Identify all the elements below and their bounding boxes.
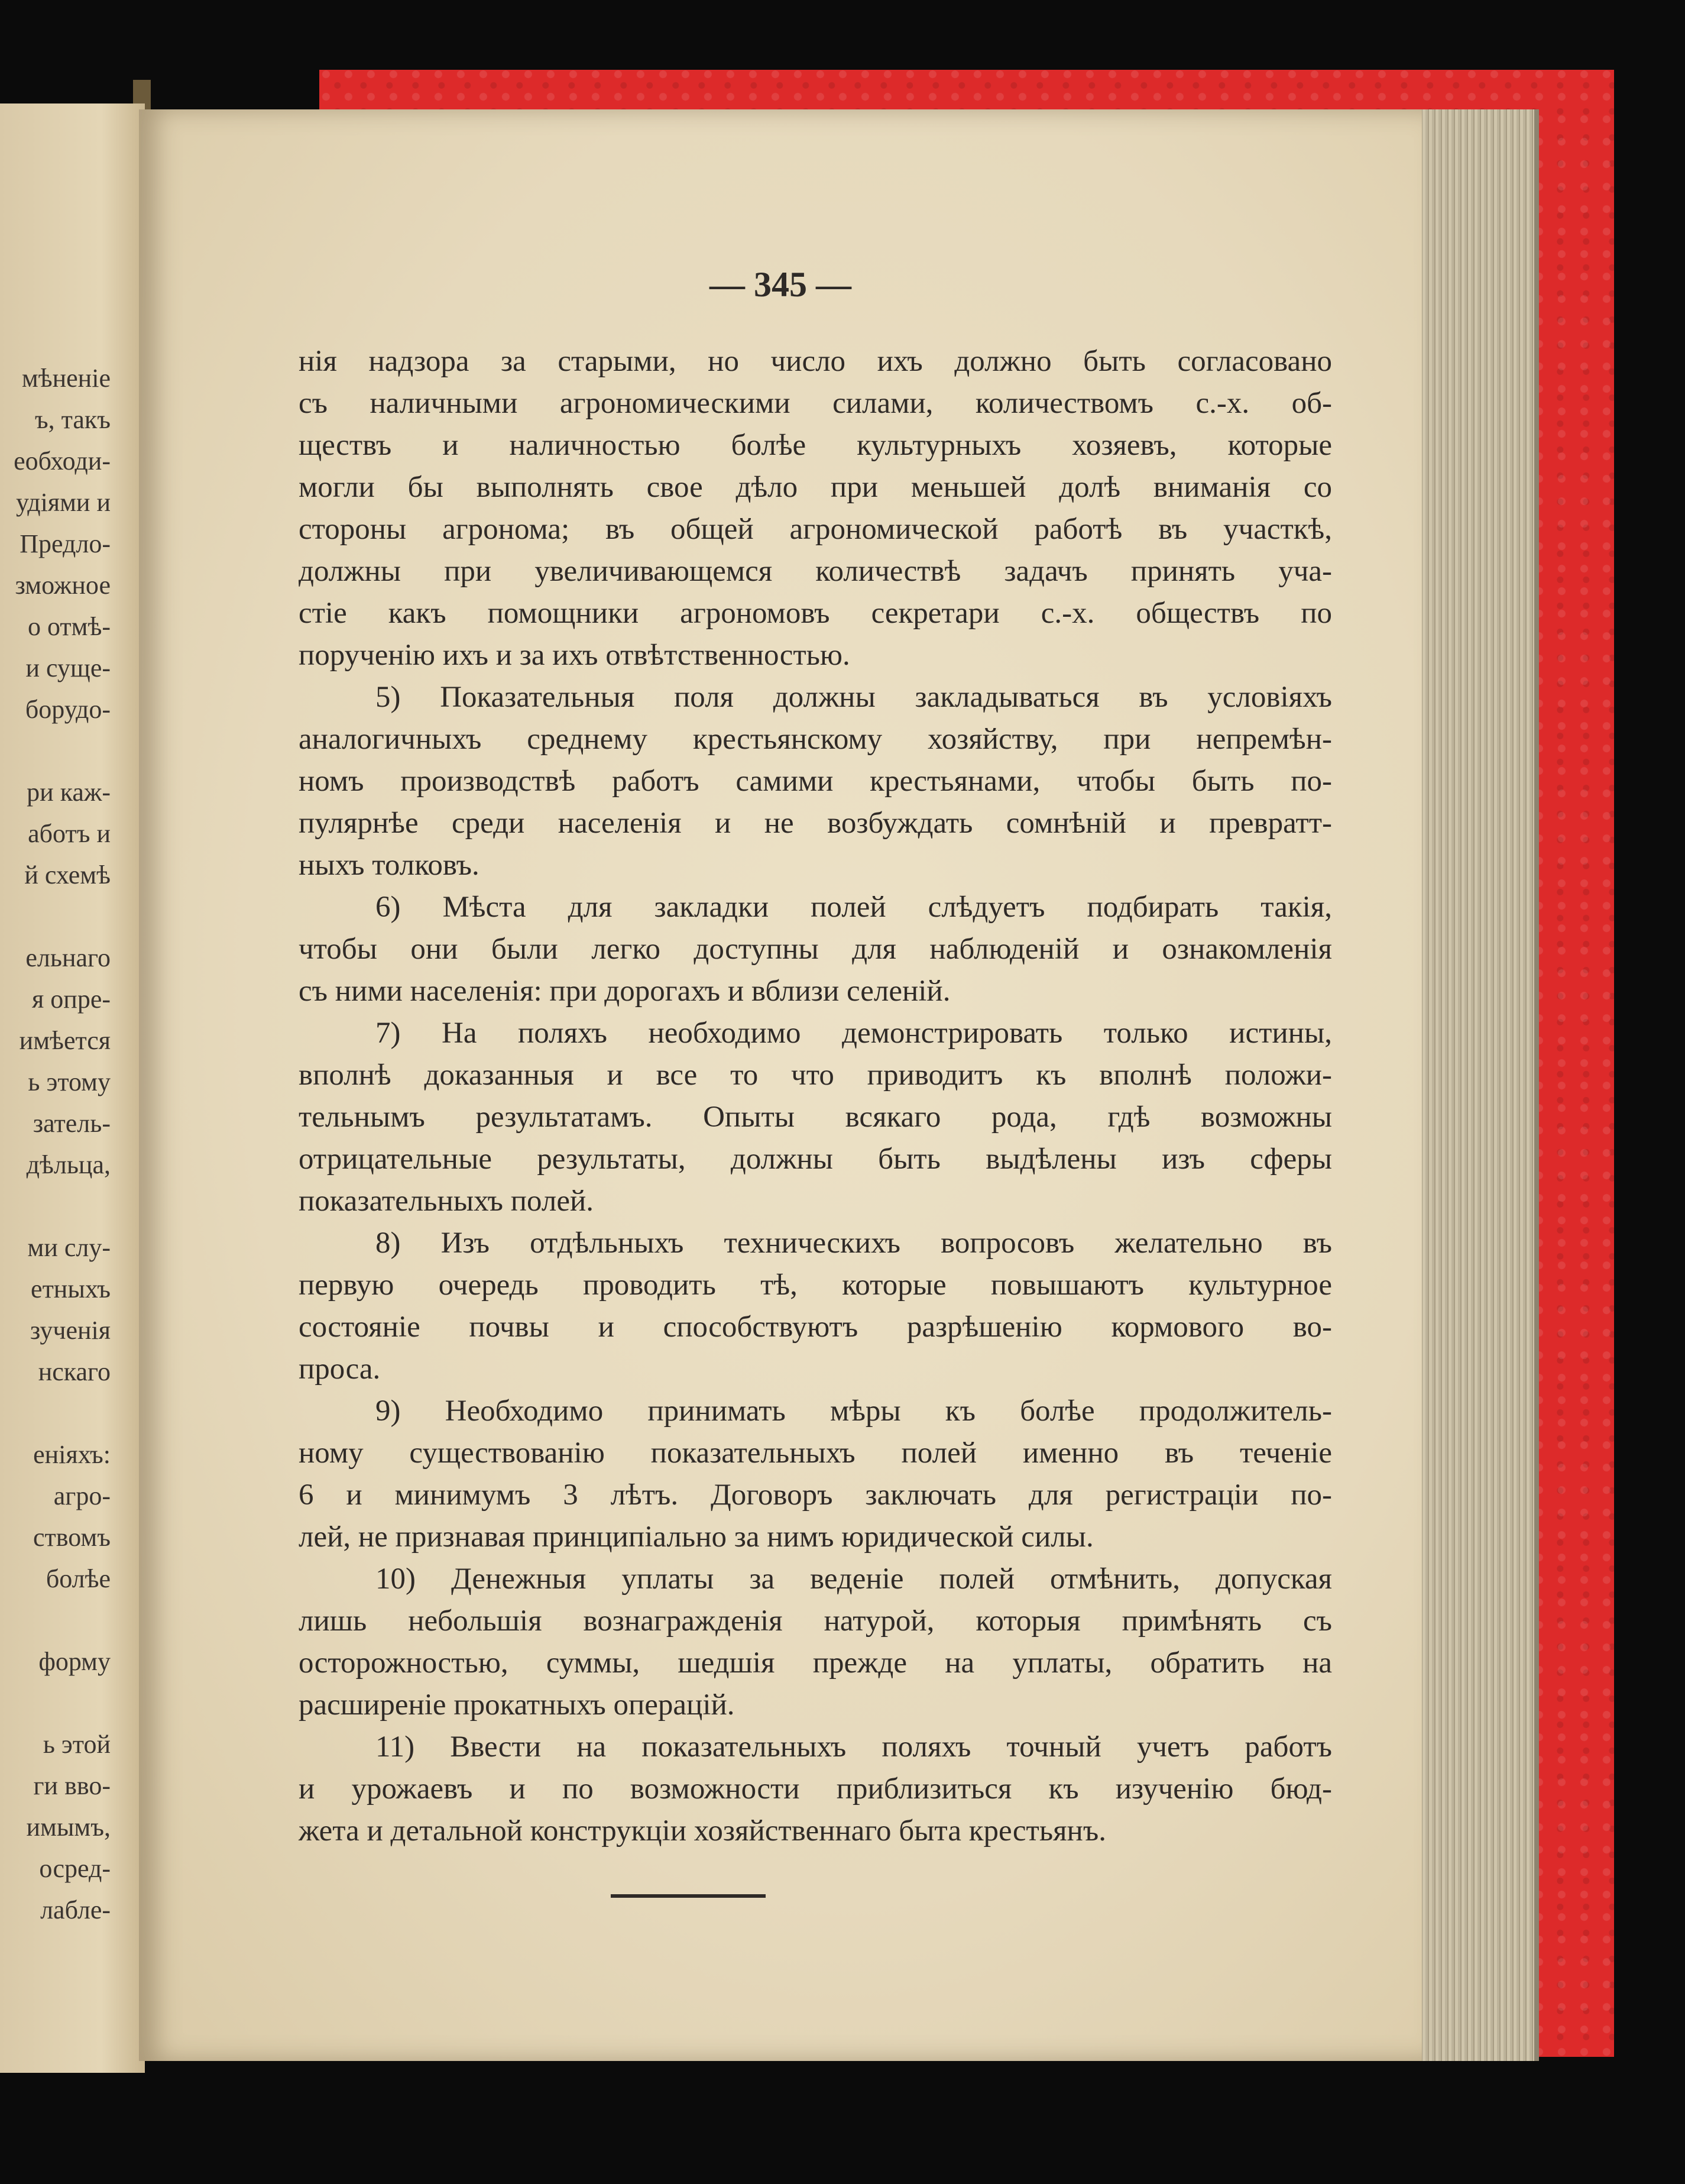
- text-line: вполнѣ доказанныя и все то что приводитъ къ вполнѣ положи-: [299, 1059, 1332, 1092]
- text-line: аналогичныхъ среднему крестьянскому хозяйству, при непремѣн-: [299, 723, 1332, 756]
- text-line: тельнымъ результатамъ. Опыты всякаго рода, гдѣ возможны: [299, 1101, 1332, 1134]
- left-page-line: удіями и: [15, 488, 111, 517]
- left-page-line: имѣется: [19, 1026, 111, 1055]
- left-page-line: Предло-: [20, 529, 111, 558]
- left-page-line: ри каж-: [27, 778, 111, 807]
- left-page-line: дѣльца,: [26, 1150, 111, 1179]
- left-page-line: осред-: [39, 1854, 111, 1883]
- text-line: первую очередь проводить тѣ, которые повышаютъ культурное: [299, 1269, 1332, 1302]
- left-page-line: борудо-: [25, 695, 111, 724]
- text-line: 7) На поляхъ необходимо демонстрировать только истины,: [375, 1017, 1332, 1050]
- text-line: номъ производствѣ работъ самими крестьянами, чтобы быть по-: [299, 765, 1332, 798]
- left-page-line: аботъ и: [28, 819, 111, 848]
- text-line: показательныхъ полей.: [299, 1185, 594, 1218]
- left-page-line: етныхъ: [31, 1274, 111, 1303]
- text-line: 10) Денежныя уплаты за веденіе полей отмѣнить, допуская: [375, 1562, 1332, 1596]
- left-page-line: зможное: [15, 571, 111, 600]
- text-line: порученію ихъ и за ихъ отвѣтственностью.: [299, 639, 850, 672]
- left-page-line: еобходи-: [14, 446, 111, 475]
- text-line: ныхъ толковъ.: [299, 849, 479, 882]
- text-line: расширеніе прокатныхъ операцій.: [299, 1688, 735, 1722]
- text-line: стороны агронома; въ общей агрономической работѣ въ участкѣ,: [299, 513, 1332, 546]
- left-page-line: ь этой: [43, 1730, 111, 1759]
- text-line: 8) Изъ отдѣльныхъ техническихъ вопросовъ желательно въ: [375, 1227, 1332, 1260]
- text-line: чтобы они были легко доступны для наблюденій и ознакомленія: [299, 933, 1332, 966]
- text-line: лей, не признавая принципіально за нимъ юридической силы.: [299, 1520, 1094, 1554]
- left-page-line: и суще-: [25, 653, 111, 682]
- text-line: 6 и минимумъ 3 лѣтъ. Договоръ заключать для регистраціи по-: [299, 1478, 1332, 1512]
- text-line: состояніе почвы и способствуютъ разрѣшенію кормового во-: [299, 1311, 1332, 1344]
- left-page-line: лабле-: [40, 1895, 111, 1924]
- left-page-line: зученія: [30, 1316, 111, 1345]
- text-line: пулярнѣе среди населенія и не возбуждать сомнѣній и превратт-: [299, 807, 1332, 840]
- text-line: 9) Необходимо принимать мѣры къ болѣе продолжитель-: [375, 1394, 1332, 1428]
- text-line: стіе какъ помощники агрономовъ секретари с.-х. обществъ по: [299, 597, 1332, 630]
- text-line: проса.: [299, 1353, 381, 1386]
- text-line: ному существованію показательныхъ полей именно въ теченіе: [299, 1436, 1332, 1470]
- page-edges: [1419, 109, 1539, 2061]
- text-line: отрицательные результаты, должны быть выдѣлены изъ сферы: [299, 1143, 1332, 1176]
- left-page-line: ги вво-: [33, 1771, 111, 1800]
- left-page-line: ъ, такъ: [34, 405, 111, 434]
- text-line: нія надзора за старыми, но число ихъ должно быть согласовано: [299, 345, 1332, 378]
- right-page: [139, 109, 1422, 2061]
- page-number: — 345 —: [709, 265, 851, 304]
- left-page-line: ми слу-: [27, 1233, 111, 1262]
- left-page-line: й схемѣ: [24, 860, 111, 889]
- left-page-line: ельнаго: [25, 943, 111, 972]
- left-page-line: я опре-: [32, 985, 111, 1014]
- left-page-line: имымъ,: [26, 1813, 111, 1842]
- text-line: лишь небольшія вознагражденія натурой, которыя примѣнять съ: [299, 1604, 1332, 1638]
- text-line: 11) Ввести на показательныхъ поляхъ точный учетъ работъ: [375, 1730, 1332, 1764]
- text-line: должны при увеличивающемся количествѣ задачъ принять уча-: [299, 555, 1332, 588]
- left-page-line: форму: [38, 1647, 111, 1676]
- text-line: съ наличными агрономическими силами, количествомъ с.-х. об-: [299, 387, 1332, 420]
- text-line: 5) Показательныя поля должны закладываться въ условіяхъ: [375, 681, 1332, 714]
- left-page-line: ствомъ: [33, 1523, 111, 1552]
- left-page-line: агро-: [53, 1481, 111, 1510]
- left-page-line: о отмѣ-: [27, 612, 111, 641]
- text-line: могли бы выполнять свое дѣло при меньшей долѣ вниманія со: [299, 471, 1332, 504]
- left-page-line: еніяхъ:: [33, 1440, 111, 1469]
- text-line: ществъ и наличностью болѣе культурныхъ хозяевъ, которые: [299, 429, 1332, 462]
- left-page-line: ь этому: [28, 1067, 111, 1096]
- text-line: 6) Мѣста для закладки полей слѣдуетъ подбирать такія,: [375, 891, 1332, 924]
- left-page-line: болѣе: [46, 1564, 111, 1593]
- text-line: жета и детальной конструкціи хозяйственнаго быта крестьянъ.: [299, 1814, 1106, 1847]
- text-line: осторожностью, суммы, шедшія прежде на уплаты, обратить на: [299, 1646, 1332, 1680]
- end-rule: [611, 1894, 766, 1898]
- left-page: [0, 103, 145, 2073]
- left-page-line: затель-: [33, 1109, 111, 1138]
- left-page-line: нскаго: [38, 1357, 111, 1386]
- text-line: и урожаевъ и по возможности приблизиться къ изученію бюд-: [299, 1772, 1332, 1806]
- text-line: съ ними населенія: при дорогахъ и вблизи селеній.: [299, 975, 951, 1008]
- left-page-line: мѣненіе: [21, 364, 111, 393]
